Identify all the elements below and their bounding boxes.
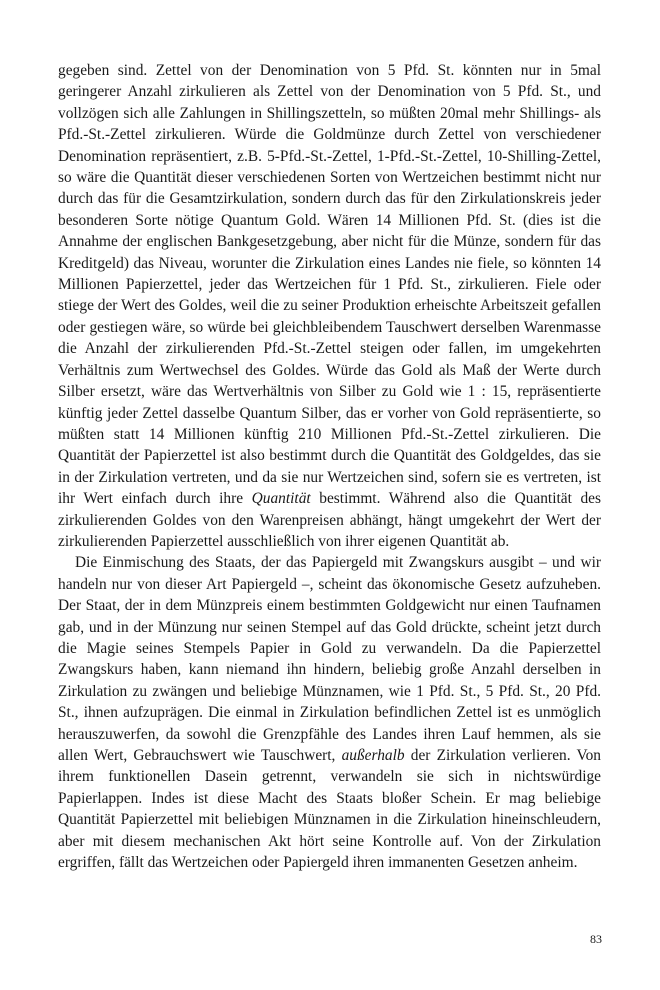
body-text: [58, 60, 601, 873]
page-number: 83: [590, 932, 602, 946]
paragraph-text: bestimmt. Während also die Quantität des zirkulierenden Goldes von den Warenpreisen abhängt, hängt umgekehrt der Wert der zirkulierenden Papierzettel ausschließlich von ihrer eigenen Quantität ab.: [58, 490, 601, 550]
paragraph-text: Die Einmischung des Staats, der das Papiergeld mit Zwangskurs ausgibt – und wir handeln nur von dieser Art Papiergeld –, scheint das ökonomische Gesetz aufzuheben. Der Staat, der in dem Münzpreis einem bestimmten Goldgewicht nur einen Taufnamen gab, und in der Münzung nur seinen Stempel auf das Gold drückte, scheint jetzt durch die Magie seines Stempels Papier in Gold zu verwandeln. Da die Papierzettel Zwangskurs haben, kann niemand ihn hindern, beliebig große Anzahl derselben in Zirkulation zu zwängen und beliebige Münznamen, wie 1 Pfd. St., 5 Pfd. St., 20 Pfd. St., ihnen aufzuprägen. Die einmal in Zirkulation befindlichen Zettel ist es unmöglich herauszuwerfen, da sowohl die Grenzpfähle des Landes ihren Lauf hemmen, als sie allen Wert, Gebrauchswert wie Tauschwert,: [58, 554, 601, 764]
emphasis-text: außerhalb: [341, 747, 405, 764]
paragraph-text: der Zirkulation verlieren. Von ihrem funktionellen Dasein getrennt, verwandeln sie sich in nichtswürdige Papierlappen. Indes ist diese Macht des Staats bloßer Schein. Er mag beliebige Quantität Papierzettel mit beliebigen Münznamen in die Zirkulation hineinschleudern, aber mit diesem mechanischen Akt hört seine Kontrolle auf. Von der Zirkulation ergriffen, fällt das Wertzeichen oder Papiergeld ihren immanenten Gesetzen anheim.: [58, 747, 602, 872]
paragraph: [58, 552, 601, 873]
paragraph: [58, 60, 601, 552]
emphasis-text: Quantität: [251, 490, 311, 508]
paragraph-text: gegeben sind. Zettel von der Denomination von 5 Pfd. St. könnten nur in 5mal geringerer Anzahl zirkulieren als Zettel von der Denomination von 5 Pfd. St., und vollzögen sich alle Zahlungen in Shillingszetteln, so müßten 20mal mehr Shillings- als Pfd.-St.-Zettel zirkulieren. Würde die Goldmünze durch Zettel von verschiedener Denomination repräsentiert, z.B. 5-Pfd.-St.-Zettel, 1-Pfd.-St.-Zettel, 10-Shilling-Zettel, so wäre die Quantität dieser verschiedenen Sorten von Wertzeichen bestimmt nicht nur durch das für die Gesamtzirkulation, sondern durch das für den Zirkulationskreis jeder besonderen Sorte nötige Quantum Gold. Wären 14 Millionen Pfd. St. (dies ist die Annahme der englischen Bankgesetzgebung, aber nicht für die Münze, sondern für das Kreditgeld) das Niveau, worunter die Zirkulation eines Landes nie fiele, so könnten 14 Millionen Papierzettel, jeder das Wertzeichen für 1 Pfd. St., zirkulieren. Fiele oder stiege der Wert des Goldes, weil die zu seiner Produktion erheischte Arbeitszeit gefallen oder gestiegen wäre, so würde bei gleichbleibendem Tauschwert derselben Warenmasse die Anzahl der zirkulierenden Pfd.-St.-Zettel steigen oder fallen, im umgekehrten Verhältnis zum Wertwechsel des Goldes. Würde das Gold als Maß der Werte durch Silber ersetzt, wäre das Wertverhältnis von Silber zu Gold wie 1 : 15, repräsentierte künftig jeder Zettel dasselbe Quantum Silber, das er vorher von Gold repräsentierte, so müßten statt 14 Millionen künftig 210 Millionen Pfd.-St.-Zettel zirkulieren. Die Quantität der Papierzettel ist also bestimmt durch die Quantität des Goldgeldes, das sie in der Zirkulation vertreten, und da sie nur Wertzeichen sind, sofern sie es vertreten, ist ihr Wert einfach durch ihre: [58, 62, 601, 508]
